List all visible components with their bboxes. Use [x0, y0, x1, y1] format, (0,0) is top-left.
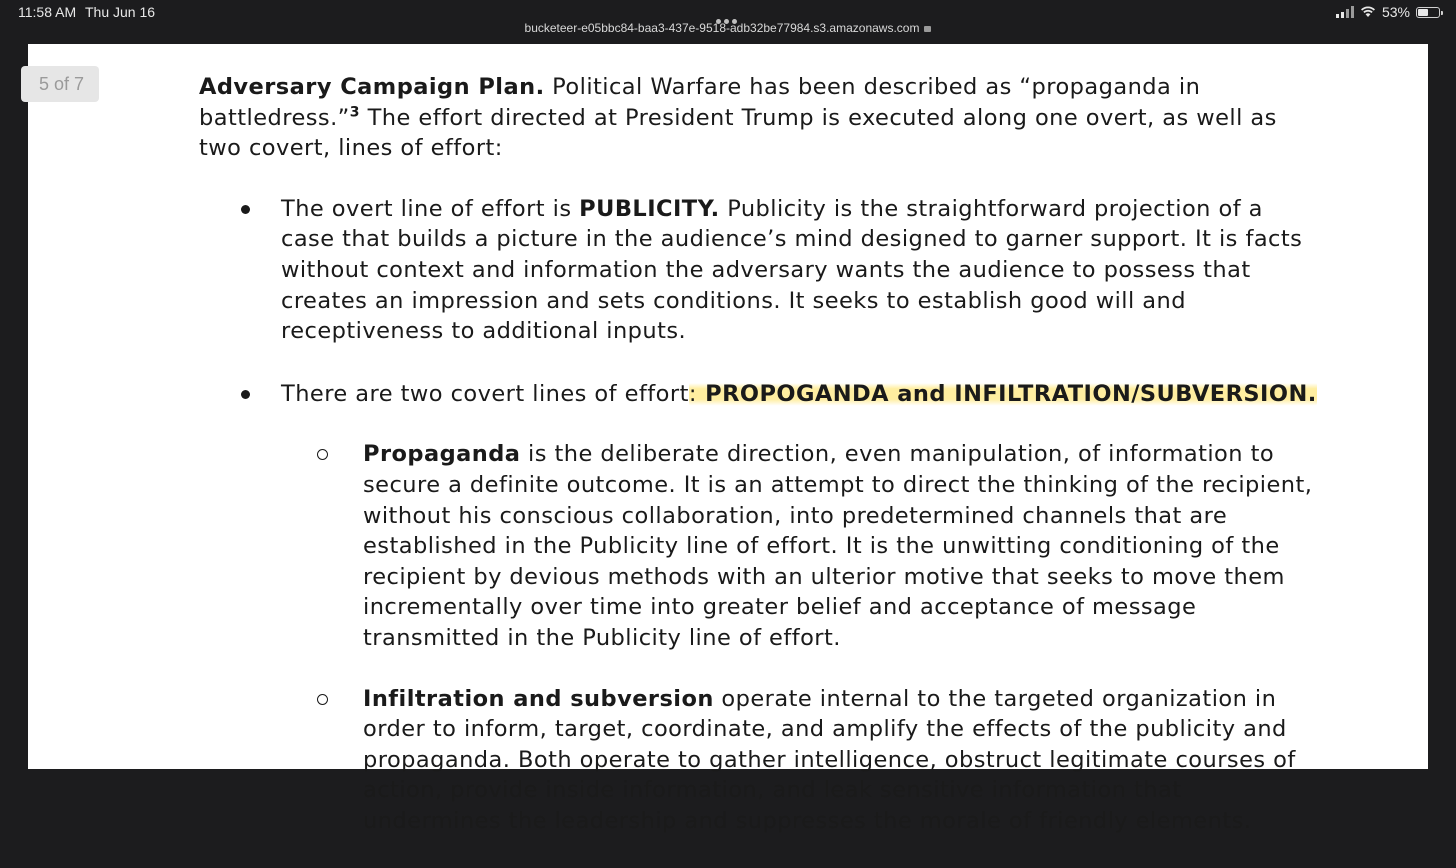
sub1-term: Propaganda — [363, 441, 521, 468]
page-counter: 5 of 7 — [21, 66, 99, 102]
battery-percent: 53% — [1381, 4, 1410, 20]
sublist-item-infiltration — [281, 684, 1319, 837]
status-bar — [0, 0, 1456, 44]
url-text: bucketeer-e05bbc84-baa3-437e-9518-adb32be77984.s3.amazonaws.com — [524, 21, 920, 35]
bullet1-intro: The overt line of effort is — [281, 195, 580, 222]
intro-text-1: Political Warfare has been described as “propaganda in battledress.” — [199, 74, 1201, 131]
sub-bullet-icon — [317, 449, 328, 460]
bullet1-keyword: PUBLICITY. — [579, 195, 720, 222]
status-time: 11:58 AM — [18, 4, 77, 20]
lines-of-effort-list — [199, 194, 1319, 837]
list-item-covert — [199, 379, 1319, 837]
address-bar[interactable] — [0, 21, 1456, 35]
intro-paragraph — [199, 72, 1319, 164]
bullet1-text: Publicity is the straightforward projection of a case that builds a picture in the audience’s mind designed to garner support. It is facts without context and information the adversary wants the audience to possess that creates an impression and sets conditions. It seeks to establish good will and receptiveness to additional inputs. — [281, 195, 1303, 345]
sub-bullet-icon — [317, 694, 328, 705]
sub1-text: is the deliberate direction, even manipulation, of information to secure a definite outcome. It is an attempt to direct the thinking of the recipient, without his conscious collaboration, into predetermined channels that are established in the Publicity line of effort. It is the unwitting conditioning of the recipient by devious methods with an ulterior motive that seeks to move them incrementally over time into greater belief and acceptance of message transmitted in the Publicity line of effort. — [363, 441, 1313, 651]
battery-icon — [1416, 7, 1440, 18]
sublist-item-propaganda — [281, 439, 1319, 653]
bullet-icon — [241, 390, 250, 399]
intro-heading: Adversary Campaign Plan. — [199, 74, 545, 100]
document-body — [199, 72, 1319, 868]
list-item-overt — [199, 194, 1319, 347]
bullet2-intro: There are two covert lines of effort — [281, 380, 689, 407]
wifi-icon — [1360, 6, 1376, 18]
status-date: Thu Jun 16 — [85, 4, 156, 20]
multitasking-dots-icon[interactable] — [716, 9, 740, 15]
lock-icon — [924, 26, 931, 32]
footnote-marker[interactable]: 3 — [349, 104, 360, 121]
sub2-term: Infiltration and subversion — [363, 685, 714, 712]
sub2-text: operate internal to the targeted organization in order to inform, target, coordinate, and amplify the effects of the publicity and propaganda. Both operate to gather intelligence, obstruct legitimate courses of action, provide inside information, and leak sensitive information that undermines the leadership and suppresses the morale of friendly elements. — [363, 685, 1296, 834]
bullet2-keywords: PROPOGANDA and INFILTRATION/SUBVERSION. — [696, 380, 1317, 407]
document-page[interactable] — [28, 44, 1428, 834]
status-indicators — [1336, 3, 1440, 21]
covert-lines-sublist — [281, 439, 1319, 836]
intro-text-2: The effort directed at President Trump is executed along one overt, as well as two covert, lines of effort: — [199, 104, 1277, 162]
bullet-icon — [241, 205, 250, 214]
cellular-signal-icon — [1336, 6, 1354, 18]
highlighted-text — [689, 381, 1317, 407]
bullet2-colon: : — [688, 380, 697, 407]
